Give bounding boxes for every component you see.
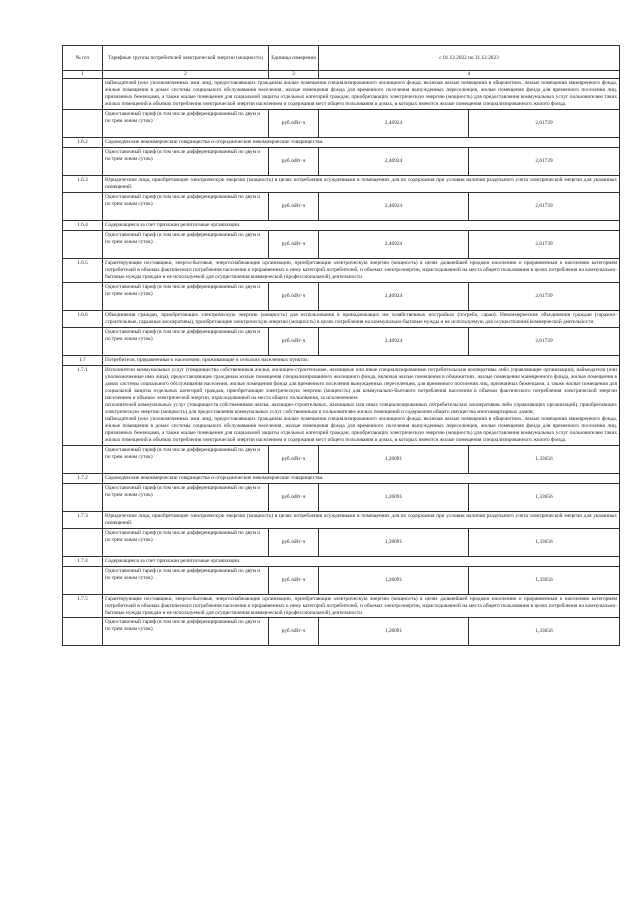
tariff-value-2: 1,33656 xyxy=(469,618,620,646)
tariff-value-2: 2,61739 xyxy=(469,192,620,220)
category-description: Содержащиеся за счет прихожан религиозные организации. xyxy=(103,556,620,566)
row-number: 1.7.1 xyxy=(63,365,103,445)
tariff-row xyxy=(63,445,620,473)
header-num: № п/п xyxy=(63,46,103,71)
tariff-value-2: 1,33656 xyxy=(469,483,620,511)
tariff-label: Одноставочный тариф (в том числе дифференцированный по двум и по трем зонам суток) xyxy=(103,445,269,473)
index-2: 2 xyxy=(103,71,269,79)
tariff-label: Одноставочный тариф (в том числе дифференцированный по двум и по трем зонам суток) xyxy=(103,192,269,220)
tariff-value-1: 2,46924 xyxy=(319,109,469,137)
tariff-unit: руб./кВт·ч xyxy=(269,566,319,594)
column-index-row xyxy=(63,71,620,79)
tariff-num-cell xyxy=(63,483,103,511)
tariff-num-cell xyxy=(63,147,103,175)
category-description: Садоводческие некоммерческие товарищества и огороднические некоммерческие товарищества. xyxy=(103,137,620,147)
index-4: 4 xyxy=(319,71,620,79)
tariff-value-1: 1,26091 xyxy=(319,528,469,556)
tariff-num-cell xyxy=(63,528,103,556)
category-row xyxy=(63,511,620,528)
tariff-value-1: 1,26091 xyxy=(319,445,469,473)
category-description: Содержащиеся за счет прихожан религиозные организации. xyxy=(103,220,620,230)
tariff-value-2: 1,33656 xyxy=(469,445,620,473)
row-number: 1.6.6 xyxy=(63,310,103,327)
row-number xyxy=(63,78,103,109)
row-number: 1.7.2 xyxy=(63,473,103,483)
category-description: Юридические лица, приобретающие электрическую энергию (мощность) в целях потребления осужденными в помещениях для их содержания при условии наличия раздельного учета электрической энергии для указанных помещений. xyxy=(103,175,620,192)
category-row xyxy=(63,220,620,230)
tariff-value-2: 1,33656 xyxy=(469,566,620,594)
category-row xyxy=(63,473,620,483)
row-number: 1.6.5 xyxy=(63,258,103,282)
category-paragraph: наймодателей (или уполномоченных ими лиц), предоставляющих гражданам жилые помещения специализированного жилищного фонда, включая жилые помещения в общежитиях, жилые помещения маневренного фонда, жилые помещения в домах системы социального обслуживания населения, жилые помещения фонда для временного поселения вынужденных переселенцев, жилые помещения фонда для временного поселения лиц, признанных беженцами, а также жилые помещения для социальной защиты отдельных категорий граждан, приобретающих электрическую энергию (мощность) для предоставления коммунальных услуг пользователям таких жилых помещений в объемах потребления электрической энергии населением и содержания мест общего пользования в домах, в которых имеются жилые помещения специализированного жилого фонда. xyxy=(105,415,618,443)
tariff-value-2: 2,61739 xyxy=(469,230,620,258)
index-3: 3 xyxy=(269,71,319,79)
tariff-value-1: 2,46924 xyxy=(319,192,469,220)
tariff-num-cell xyxy=(63,566,103,594)
header-period: с 01.12.2022 по 31.12.2023 xyxy=(319,46,620,71)
row-number: 1.7.3 xyxy=(63,511,103,528)
tariff-label: Одноставочный тариф (в том числе дифференцированный по двум и по трем зонам суток) xyxy=(103,109,269,137)
tariff-unit: руб./кВт·ч xyxy=(269,327,319,355)
row-number: 1.7 xyxy=(63,355,103,365)
tariff-unit: руб./кВт·ч xyxy=(269,109,319,137)
tariff-label: Одноставочный тариф (в том числе дифференцированный по двум и по трем зонам суток) xyxy=(103,147,269,175)
category-paragraph: исполнителей коммунальных услуг (товариществ собственников жилья, жилищно-строительных, жилищных или иных специализированных потребительских кооперативов либо управляющих организаций), приобретающих электрическую энергию (мощность) для предоставления коммунальных услуг собственникам и пользователям жилых помещений и содержания общего имущества многоквартирных домов; xyxy=(105,401,618,415)
tariff-value-1: 1,26091 xyxy=(319,618,469,646)
category-row xyxy=(63,594,620,618)
category-description: Юридические лица, приобретающие электрическую энергию (мощность) в целях потребления осужденными в помещениях для их содержания при условии наличия раздельного учета электрической энергии для указанных помещений. xyxy=(103,511,620,528)
tariff-unit: руб./кВт·ч xyxy=(269,282,319,310)
tariff-row xyxy=(63,109,620,137)
tariff-row xyxy=(63,618,620,646)
tariff-value-2: 2,61739 xyxy=(469,109,620,137)
tariff-row xyxy=(63,327,620,355)
tariff-unit: руб./кВт·ч xyxy=(269,147,319,175)
row-number: 1.7.4 xyxy=(63,556,103,566)
tariff-value-2: 2,61739 xyxy=(469,282,620,310)
category-row xyxy=(63,355,620,365)
tariff-value-2: 1,33656 xyxy=(469,528,620,556)
header-unit: Единица измерения xyxy=(269,46,319,71)
tariff-num-cell xyxy=(63,445,103,473)
tariff-unit: руб./кВт·ч xyxy=(269,230,319,258)
row-number: 1.6.3 xyxy=(63,175,103,192)
category-row xyxy=(63,556,620,566)
tariff-label: Одноставочный тариф (в том числе дифференцированный по двум и по трем зонам суток) xyxy=(103,566,269,594)
category-row xyxy=(63,365,620,445)
tariff-num-cell xyxy=(63,192,103,220)
category-row xyxy=(63,78,620,109)
table-body xyxy=(63,78,620,646)
tariff-unit: руб./кВт·ч xyxy=(269,445,319,473)
tariff-value-1: 2,46924 xyxy=(319,230,469,258)
tariff-num-cell xyxy=(63,618,103,646)
category-description: Садоводческие некоммерческие товарищества и огороднические некоммерческие товарищества. xyxy=(103,473,620,483)
category-row xyxy=(63,175,620,192)
category-description: Потребители, приравненные к населению, проживающие в сельских населенных пунктах: xyxy=(103,355,620,365)
tariff-label: Одноставочный тариф (в том числе дифференцированный по двум и по трем зонам суток) xyxy=(103,230,269,258)
tariff-value-2: 2,61739 xyxy=(469,327,620,355)
tariff-row xyxy=(63,528,620,556)
tariff-row xyxy=(63,192,620,220)
tariff-label: Одноставочный тариф (в том числе дифференцированный по двум и по трем зонам суток) xyxy=(103,528,269,556)
header-row xyxy=(63,46,620,71)
tariff-label: Одноставочный тариф (в том числе дифференцированный по двум и по трем зонам суток) xyxy=(103,618,269,646)
tariff-num-cell xyxy=(63,230,103,258)
tariff-unit: руб./кВт·ч xyxy=(269,192,319,220)
tariff-label: Одноставочный тариф (в том числе дифференцированный по двум и по трем зонам суток) xyxy=(103,483,269,511)
tariff-unit: руб./кВт·ч xyxy=(269,618,319,646)
tariff-row xyxy=(63,230,620,258)
tariff-row xyxy=(63,483,620,511)
row-number: 1.7.5 xyxy=(63,594,103,618)
category-paragraph: Исполнители коммунальных услуг (товарищества собственников жилья, жилищно-строительные, жилищные или иные специализированные потребительские кооперативы либо управляющие организации), наймодатели (или уполномоченные ими лица), предоставляющие гражданам жилые помещения специализированного жилищного фонда, включая жилые помещения в общежитиях, жилые помещения маневренного фонда, жилые помещения в домах системы социального обслуживания населения, жилые помещения фонда для временного поселения вынужденных переселенцев, для временного поселения лиц, признанных беженцами, а также жилые помещения для социальной защиты отдельных категорий граждан, приобретающие электрическую энергию (мощность) для коммунально-бытового потребления населения в объемах фактического потребления электрической энергии населением и объемах электрической энергии, израсходованной на места общего пользования, за исключением: xyxy=(105,366,618,401)
tariff-value-1: 1,26091 xyxy=(319,483,469,511)
row-number: 1.6.4 xyxy=(63,220,103,230)
tariff-value-2: 2,61739 xyxy=(469,147,620,175)
tariff-row xyxy=(63,282,620,310)
category-description: Гарантирующие поставщики, энергосбытовые, энергоснабжающие организации, приобретающие электрическую энергию (мощность) в целях дальнейшей продажи населению и приравненным к населению категориям потребителей в объемах фактического потребления населения и приравненных к нему категорий потребителей, и объемах электроэнергии, израсходованной на места общего пользования в целях потребления на коммунально-бытовые нужды граждан и не используемой для осуществления коммерческой (профессиональной) деятельности. xyxy=(103,258,620,282)
row-number: 1.6.2 xyxy=(63,137,103,147)
tariff-value-1: 2,46924 xyxy=(319,282,469,310)
category-description: Гарантирующие поставщики, энергосбытовые, энергоснабжающие организации, приобретающие электрическую энергию (мощность) в целях дальнейшей продажи населению и приравненным к населению категориям потребителей в объемах фактического потребления населения и приравненных к нему категорий потребителей, и объемах электроэнергии, израсходованной на места общего пользования в целях потребления на коммунально-бытовые нужды граждан и не используемой для осуществления коммерческой (профессиональной) деятельности. xyxy=(103,594,620,618)
tariff-num-cell xyxy=(63,282,103,310)
tariff-label: Одноставочный тариф (в том числе дифференцированный по двум и по трем зонам суток) xyxy=(103,327,269,355)
category-row xyxy=(63,310,620,327)
tariff-num-cell xyxy=(63,109,103,137)
tariff-unit: руб./кВт·ч xyxy=(269,483,319,511)
tariff-value-1: 2,46924 xyxy=(319,327,469,355)
tariff-value-1: 2,46924 xyxy=(319,147,469,175)
category-description: наймодателей (или уполномоченных ими лиц), предоставляющих гражданам жилые помещения специализированного жилищного фонда, включая жилые помещения в общежитиях, жилые помещения маневренного фонда, жилые помещения в домах системы социального обслуживания населения, жилые помещения фонда для временного поселения вынужденных переселенцев, жилые помещения фонда для временного поселения лиц, признанных беженцами, а также жилые помещения для социальной защиты отдельных категорий граждан, приобретающих электрическую энергию (мощность) для предоставления коммунальных услуг пользователям таких жилых помещений в объемах потребления электрической энергии населением и содержания мест общего пользования в домах, в которых имеются жилые помещения специализированного жилого фонда. xyxy=(103,78,620,109)
category-description xyxy=(103,365,620,445)
tariff-value-1: 1,26091 xyxy=(319,566,469,594)
category-description: Объединения граждан, приобретающих электрическую энергию (мощность) для использования в принадлежащих им хозяйственных постройках (погреба, сараи). Некоммерческие объединения граждан (гаражно-строительные, гаражные кооперативы), приобретающие электрическую энергию (мощность) в целях потребления на коммунально-бытовые нужды и не используемую для осуществления коммерческой деятельности. xyxy=(103,310,620,327)
tariff-table xyxy=(62,45,620,646)
index-1: 1 xyxy=(63,71,103,79)
tariff-unit: руб./кВт·ч xyxy=(269,528,319,556)
tariff-row xyxy=(63,147,620,175)
header-group: Тарифные группы потребителей электрической энергии (мощности) xyxy=(103,46,269,71)
tariff-row xyxy=(63,566,620,594)
tariff-num-cell xyxy=(63,327,103,355)
category-row xyxy=(63,137,620,147)
category-row xyxy=(63,258,620,282)
tariff-label: Одноставочный тариф (в том числе дифференцированный по двум и по трем зонам суток) xyxy=(103,282,269,310)
